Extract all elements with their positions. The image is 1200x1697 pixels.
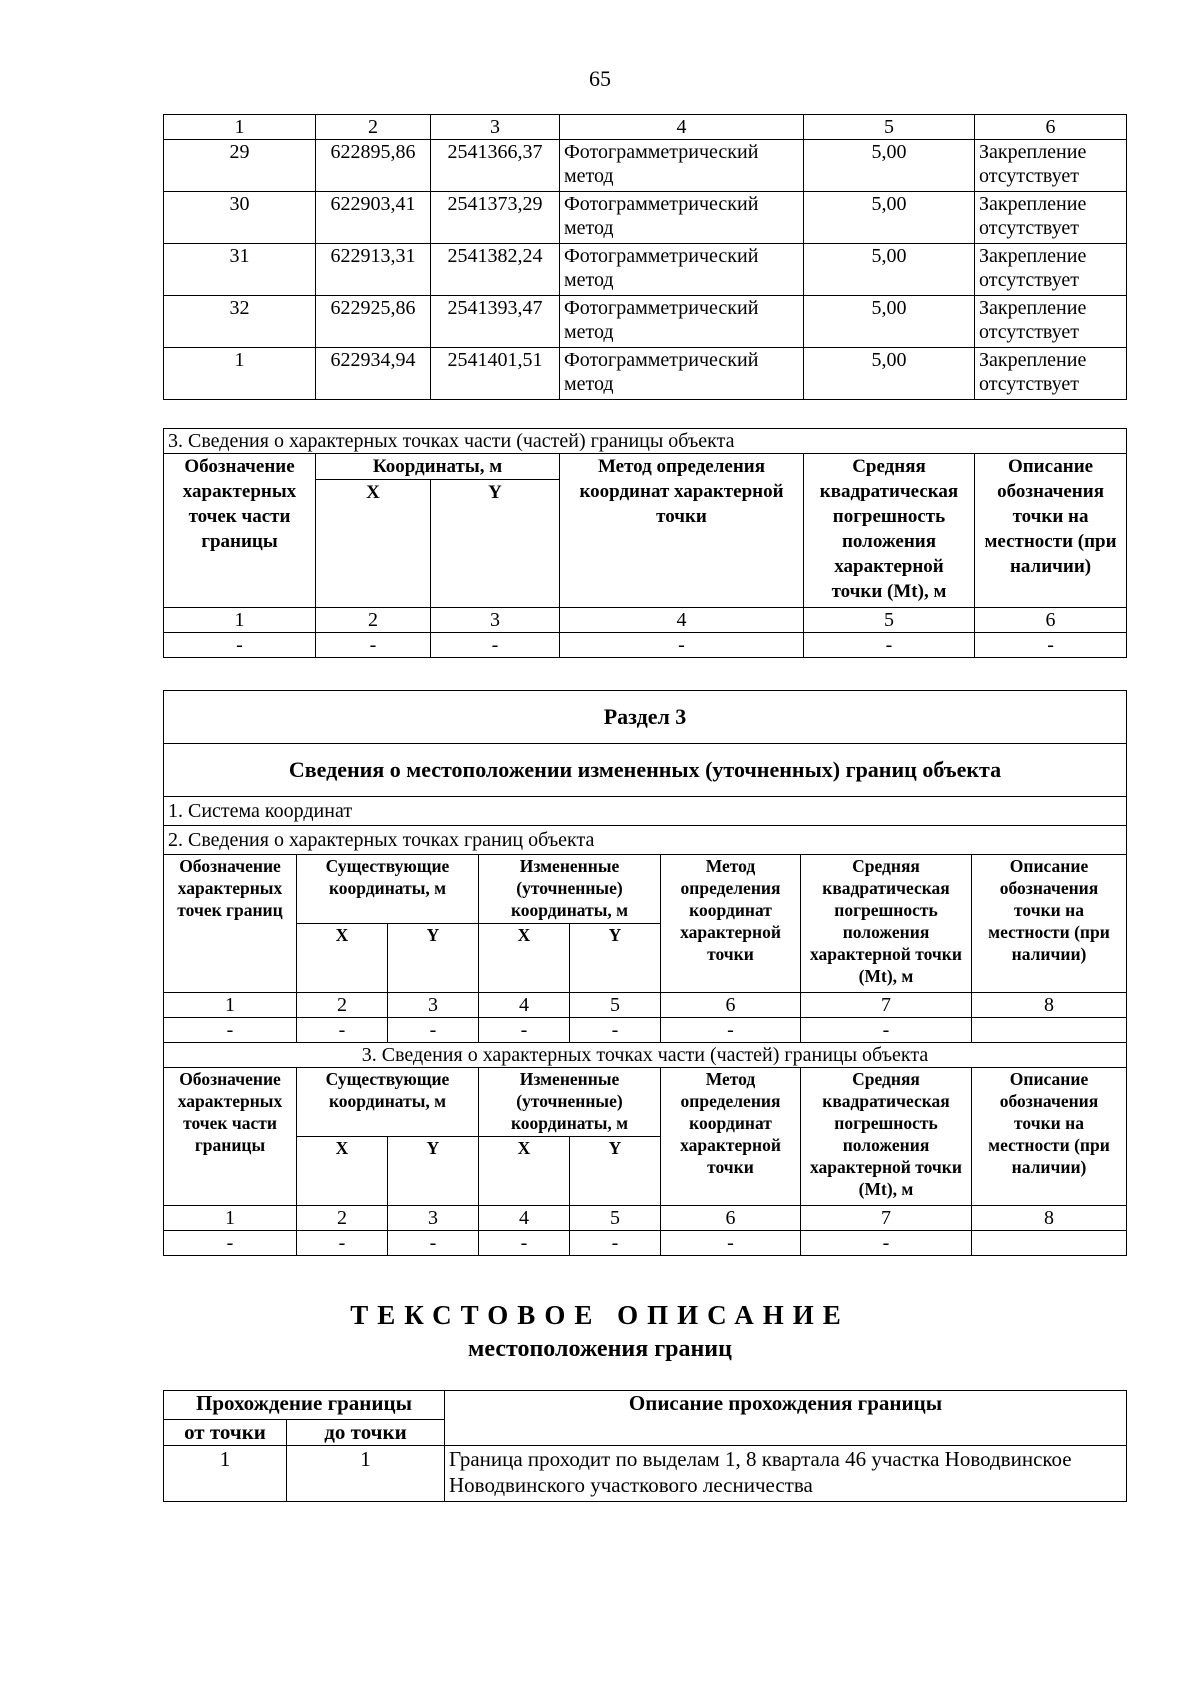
empty-cell (972, 1018, 1127, 1043)
empty-cell: - (801, 1231, 972, 1256)
column-number-row (164, 1206, 1127, 1231)
table-row (164, 296, 1127, 348)
column-number: 5 (570, 993, 661, 1018)
column-number: 5 (570, 1206, 661, 1231)
table-row (164, 140, 1127, 192)
boundary-description-table (163, 1390, 1127, 1502)
coord-y: 2541366,37 (431, 140, 560, 192)
empty-cell: - (479, 1231, 570, 1256)
text-description-subtitle: местоположения границ (468, 1336, 732, 1362)
header-passage: Прохождение границы (164, 1391, 445, 1420)
header-method: Метод определения координат характерной точки (661, 855, 801, 993)
header-method: Метод определения координат характерной точки (661, 1068, 801, 1206)
header-error: Средняя квадратическая погрешность положения характерной точки (Mt), м (801, 1068, 972, 1206)
coord-system-label: 1. Система координат (164, 797, 1127, 826)
header-changed-coords: Измененные (уточненные) координаты, м (479, 855, 661, 924)
column-number: 3 (388, 993, 479, 1018)
column-number: 3 (431, 115, 560, 140)
section-title: 3. Сведения о характерных точках части (частей) границы объекта (164, 429, 1127, 454)
header-y: Y (388, 924, 479, 993)
point-number: 1 (164, 348, 316, 400)
method: Фотограмметрический метод (560, 296, 804, 348)
column-number-row (164, 993, 1127, 1018)
empty-cell: - (297, 1018, 388, 1043)
column-number: 8 (972, 1206, 1127, 1231)
empty-cell: - (661, 1231, 801, 1256)
empty-cell: - (570, 1231, 661, 1256)
table-row (164, 348, 1127, 400)
empty-cell: - (388, 1231, 479, 1256)
coord-y: 2541401,51 (431, 348, 560, 400)
empty-cell: - (164, 633, 316, 658)
coord-x: 622895,86 (316, 140, 431, 192)
coord-x: 622913,31 (316, 244, 431, 296)
column-number: 5 (804, 608, 975, 633)
header-y: Y (570, 1137, 661, 1206)
empty-cell: - (479, 1018, 570, 1043)
point-number: 29 (164, 140, 316, 192)
column-number: 6 (661, 993, 801, 1018)
to-point: 1 (287, 1446, 445, 1502)
column-number: 1 (164, 608, 316, 633)
section-subheading: Сведения о местоположении измененных (уточненных) границ объекта (164, 744, 1127, 797)
method: Фотограмметрический метод (560, 192, 804, 244)
text-description-title: ТЕКСТОВОЕ ОПИСАНИЕ (350, 1300, 850, 1330)
column-number: 2 (316, 608, 431, 633)
empty-cell: - (975, 633, 1127, 658)
column-number-row (164, 115, 1127, 140)
column-number: 4 (560, 115, 804, 140)
header-designation: Обозначение характерных точек границ (164, 855, 297, 993)
table-row (164, 1446, 1127, 1502)
column-number: 7 (801, 993, 972, 1018)
column-number: 1 (164, 1206, 297, 1231)
coord-y: 2541373,29 (431, 192, 560, 244)
header-x: X (297, 1137, 388, 1206)
empty-cell: - (316, 633, 431, 658)
empty-cell: - (164, 1231, 297, 1256)
table-row (164, 1231, 1127, 1256)
header-x: X (479, 924, 570, 993)
coord-x: 622903,41 (316, 192, 431, 244)
error-mt: 5,00 (804, 348, 975, 400)
error-mt: 5,00 (804, 244, 975, 296)
header-x: X (297, 924, 388, 993)
header-from-point: от точки (164, 1420, 287, 1446)
header-x: X (316, 480, 431, 608)
coordinates-table (163, 114, 1127, 400)
header-y: Y (431, 480, 560, 608)
column-number: 5 (804, 115, 975, 140)
column-number: 4 (479, 1206, 570, 1231)
header-to-point: до точки (287, 1420, 445, 1446)
empty-cell: - (164, 1018, 297, 1043)
marker-description: Закрепление отсутствует (975, 348, 1127, 400)
passage-description: Граница проходит по выделам 1, 8 квартала 46 участка Новодвинское Новодвинского участкового лесничества (445, 1446, 1127, 1502)
column-number: 2 (297, 1206, 388, 1231)
column-number: 3 (388, 1206, 479, 1231)
header-coordinates: Координаты, м (316, 454, 560, 480)
header-changed-coords: Измененные (уточненные) координаты, м (479, 1068, 661, 1137)
column-number: 6 (975, 608, 1127, 633)
header-description: Описание обозначения точки на местности (при наличии) (975, 454, 1127, 608)
method: Фотограмметрический метод (560, 244, 804, 296)
empty-cell: - (804, 633, 975, 658)
section-3-table (163, 690, 1127, 1256)
table-row (164, 633, 1127, 658)
coord-x: 622934,94 (316, 348, 431, 400)
empty-cell: - (570, 1018, 661, 1043)
empty-cell: - (801, 1018, 972, 1043)
header-y: Y (388, 1137, 479, 1206)
column-number: 8 (972, 993, 1127, 1018)
empty-cell: - (297, 1231, 388, 1256)
empty-cell: - (560, 633, 804, 658)
empty-cell: - (431, 633, 560, 658)
table-row (164, 244, 1127, 296)
header-designation: Обозначение характерных точек части границы (164, 1068, 297, 1206)
coord-y: 2541393,47 (431, 296, 560, 348)
empty-cell: - (388, 1018, 479, 1043)
error-mt: 5,00 (804, 192, 975, 244)
column-number: 1 (164, 115, 316, 140)
point-number: 32 (164, 296, 316, 348)
points-title: 2. Сведения о характерных точках границ объекта (164, 826, 1127, 855)
method: Фотограмметрический метод (560, 348, 804, 400)
from-point: 1 (164, 1446, 287, 1502)
point-number: 31 (164, 244, 316, 296)
header-x: X (479, 1137, 570, 1206)
coord-x: 622925,86 (316, 296, 431, 348)
column-number: 3 (431, 608, 560, 633)
header-y: Y (570, 924, 661, 993)
error-mt: 5,00 (804, 296, 975, 348)
marker-description: Закрепление отсутствует (975, 244, 1127, 296)
column-number-row (164, 608, 1127, 633)
page-number: 65 (589, 66, 611, 91)
header-passage-description: Описание прохождения границы (445, 1391, 1127, 1446)
column-number: 1 (164, 993, 297, 1018)
header-description: Описание обозначения точки на местности (при наличии) (972, 855, 1127, 993)
header-existing-coords: Существующие координаты, м (297, 855, 479, 924)
header-method: Метод определения координат характерной точки (560, 454, 804, 608)
empty-cell: - (661, 1018, 801, 1043)
table-row (164, 1018, 1127, 1043)
header-error: Средняя квадратическая погрешность положения характерной точки (Mt), м (801, 855, 972, 993)
column-number: 6 (975, 115, 1127, 140)
section-heading: Раздел 3 (164, 691, 1127, 744)
method: Фотограмметрический метод (560, 140, 804, 192)
empty-cell (972, 1231, 1127, 1256)
header-designation: Обозначение характерных точек части границы (164, 454, 316, 608)
column-number: 4 (560, 608, 804, 633)
header-description: Описание обозначения точки на местности (при наличии) (972, 1068, 1127, 1206)
column-number: 2 (316, 115, 431, 140)
point-number: 30 (164, 192, 316, 244)
column-number: 2 (297, 993, 388, 1018)
marker-description: Закрепление отсутствует (975, 140, 1127, 192)
part-points-title: 3. Сведения о характерных точках части (частей) границы объекта (164, 1043, 1127, 1068)
part-points-table (163, 428, 1127, 658)
column-number: 4 (479, 993, 570, 1018)
header-error: Средняя квадратическая погрешность положения характерной точки (Mt), м (804, 454, 975, 608)
marker-description: Закрепление отсутствует (975, 296, 1127, 348)
column-number: 7 (801, 1206, 972, 1231)
marker-description: Закрепление отсутствует (975, 192, 1127, 244)
coord-y: 2541382,24 (431, 244, 560, 296)
error-mt: 5,00 (804, 140, 975, 192)
table-row (164, 192, 1127, 244)
column-number: 6 (661, 1206, 801, 1231)
header-existing-coords: Существующие координаты, м (297, 1068, 479, 1137)
